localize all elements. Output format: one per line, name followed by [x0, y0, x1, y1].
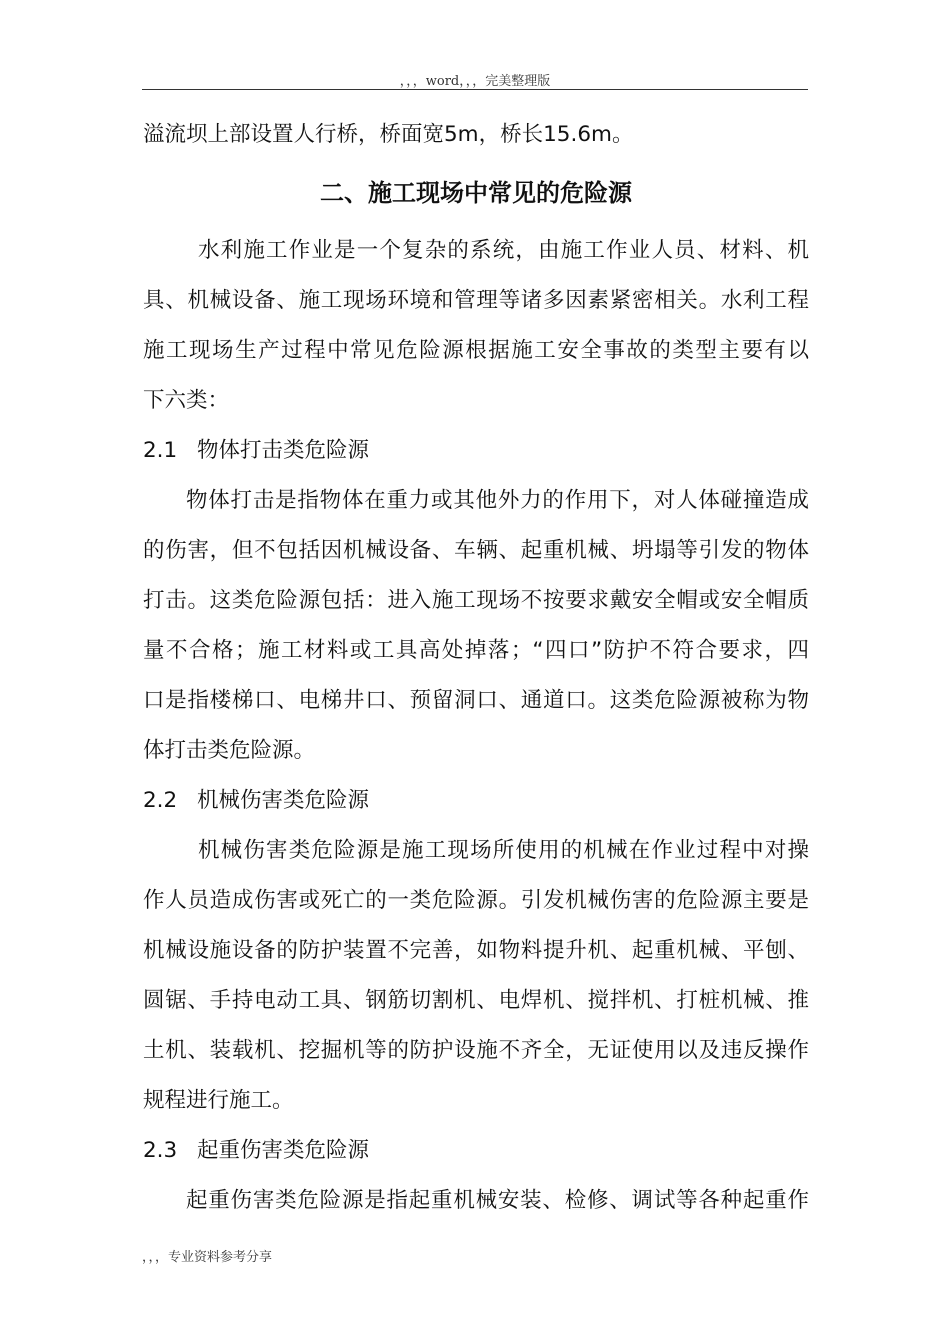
paragraph-line: 土机、装载机、挖掘机等的防护设施不齐全，无证使用以及违反操作 — [143, 1038, 809, 1063]
paragraph-overview — [143, 226, 809, 426]
paragraph-line: 的伤害，但不包括因机械设备、车辆、起重机械、坍塌等引发的物体 — [143, 538, 809, 563]
subsection-title: 起重伤害类危险源 — [197, 1138, 370, 1163]
paragraph-line: 口是指楼梯口、电梯井口、预留洞口、通道口。这类危险源被称为物 — [143, 688, 809, 713]
paragraph-line: 体打击类危险源。 — [143, 738, 316, 763]
paragraph-line: 机械设施设备的防护装置不完善，如物料提升机、起重机械、平刨、 — [143, 938, 809, 963]
paragraph-line: 施工现场生产过程中常见危险源根据施工安全事故的类型主要有以 — [143, 338, 809, 363]
subsection-title: 物体打击类危险源 — [197, 438, 370, 463]
paragraph-line: 起重伤害类危险源是指起重机械安装、检修、调试等各种起重作 — [186, 1188, 809, 1213]
paragraph-line: 打击。这类危险源包括：进入施工现场不按要求戴安全帽或安全帽质 — [143, 588, 809, 613]
paragraph-lifting-injury — [143, 1176, 809, 1226]
paragraph-line: 下六类： — [143, 388, 230, 413]
paragraph-line: 规程进行施工。 — [143, 1088, 294, 1113]
subsection-heading-2-3 — [143, 1126, 809, 1176]
paragraph-mechanical-injury — [143, 826, 809, 1126]
page-header: ，，，word，，，完美整理版 — [399, 74, 551, 89]
subsection-number: 2.1 — [143, 438, 178, 463]
page-footer: ，，，专业资料参考分享 — [142, 1250, 273, 1265]
paragraph-line: 水利施工作业是一个复杂的系统，由施工作业人员、材料、机 — [198, 238, 809, 263]
section-title: 二、施工现场中常见的危险源 — [320, 179, 632, 207]
paragraph-object-strike — [143, 476, 809, 776]
paragraph-line: 圆锯、手持电动工具、钢筋切割机、电焊机、搅拌机、打桩机械、推 — [143, 988, 809, 1013]
subsection-heading-2-2 — [143, 776, 809, 826]
subsection-heading-2-1 — [143, 426, 809, 476]
paragraph-line: 物体打击是指物体在重力或其他外力的作用下，对人体碰撞造成 — [186, 488, 809, 513]
paragraph-line: 具、机械设备、施工现场环境和管理等诸多因素紧密相关。水利工程 — [143, 288, 809, 313]
subsection-title: 机械伤害类危险源 — [197, 788, 370, 813]
paragraph-line: 机械伤害类危险源是施工现场所使用的机械在作业过程中对操 — [198, 838, 809, 863]
paragraph-line: 作人员造成伤害或死亡的一类危险源。引发机械伤害的危险源主要是 — [143, 888, 809, 913]
document-body — [143, 110, 809, 1226]
intro-line: 溢流坝上部设置人行桥，桥面宽5m，桥长15.6m。 — [143, 122, 634, 147]
header-divider — [142, 89, 808, 90]
paragraph-line: 量不合格；施工材料或工具高处掉落；“四口”防护不符合要求，四 — [143, 638, 809, 663]
subsection-number: 2.3 — [143, 1138, 178, 1163]
subsection-number: 2.2 — [143, 788, 178, 813]
